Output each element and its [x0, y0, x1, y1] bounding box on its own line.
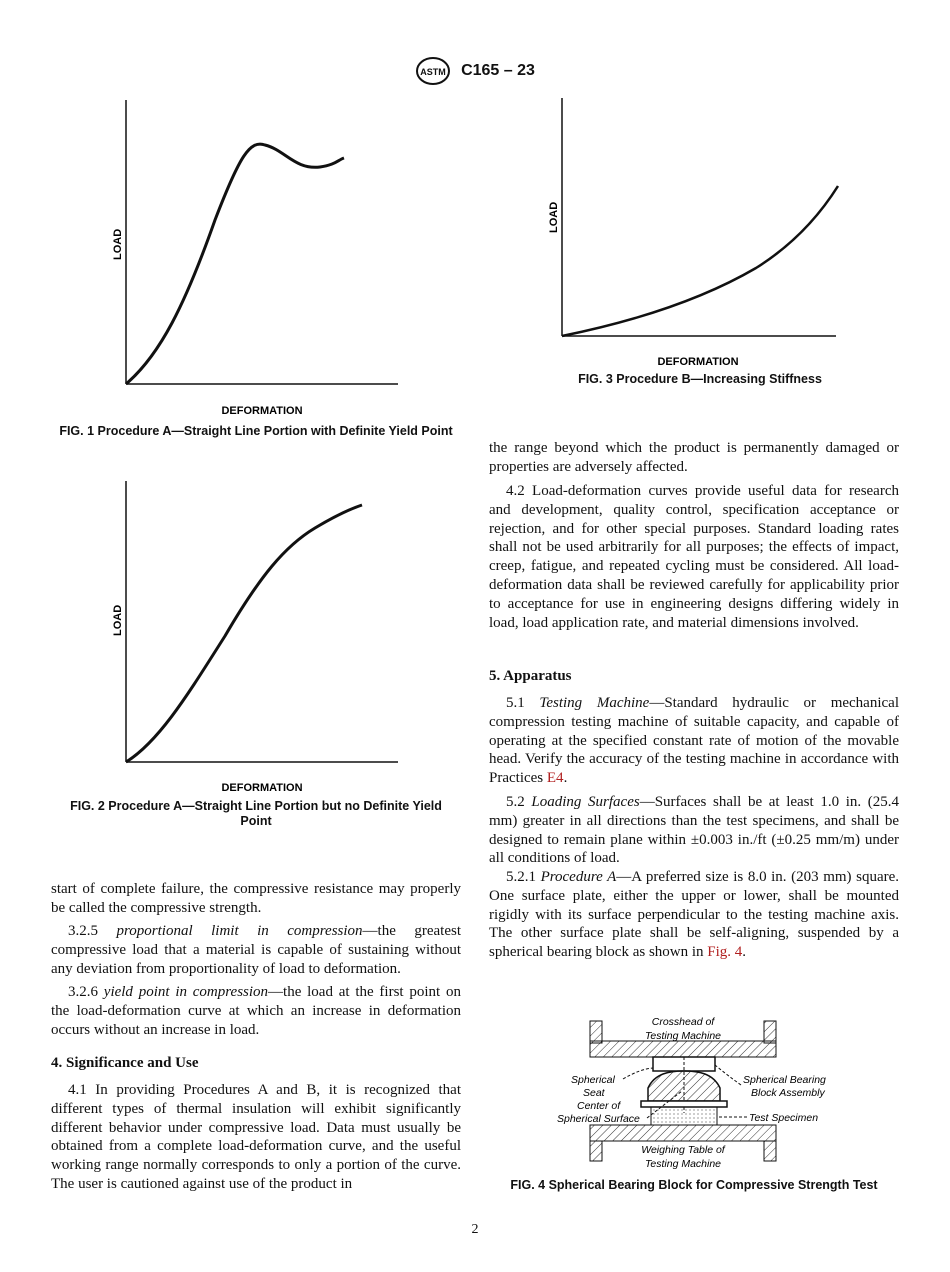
section-4-heading: 4. Significance and Use — [51, 1055, 199, 1071]
practice-e4-link[interactable]: E4 — [546, 770, 564, 787]
table-left-post — [590, 1141, 602, 1161]
paragraph-4-1: 4.1 In providing Procedures A and B, it is recognized that different types of thermal insulation will exhibit significantly different behavior under compressive load. Data must usually be obtained from a complete load-deformation curve, and the useful working range normally corresponds to only a portion of the curve. The user is cautioned against use of the product in — [51, 1082, 461, 1192]
crosshead-block — [590, 1041, 776, 1057]
paragraph-5-2-1 — [489, 868, 899, 962]
page-header — [0, 56, 950, 86]
label-bearing-2: Block Assembly — [751, 1087, 825, 1099]
p52-text: —Surfaces shall be at least 1.0 in. (25.4 mm) greater in all directions than the test specimens, and shall be designed to remain plane within ±0.003 in./ft (±0.25 mm/m) under all conditions of load. — [489, 794, 900, 867]
p326-term: yield point in compression — [103, 984, 269, 1000]
table-right-post — [764, 1141, 776, 1161]
p521-term: Procedure A — [540, 869, 617, 885]
p325-term: proportional limit in compression — [116, 923, 363, 939]
fig3-ylabel: LOAD — [548, 201, 560, 233]
fig1-curve — [126, 144, 344, 384]
label-seat-2: Seat — [583, 1087, 605, 1099]
crosshead-right-post — [764, 1021, 776, 1043]
fig3-caption: FIG. 3 Procedure B—Increasing Stiffness — [578, 372, 822, 386]
p325-number: 3.2.5 — [68, 923, 98, 939]
p521-text: —A preferred size is 8.0 in. (203 mm) square. One surface plate, either the upper or lower, shall be mounted rigidly with its surface perpendicular to the testing machine axis. The other surface plate shall be self-aligning, suspended by a spherical bearing block as shown in — [489, 869, 899, 961]
p325-text: —the greatest compressive load that a material is capable of sustaining without any deviation from proportionality of load to deformation. — [51, 923, 462, 977]
p51-end: . — [563, 770, 568, 787]
p51-number: 5.1 — [506, 695, 525, 711]
label-center-1: Center of — [577, 1100, 621, 1112]
fig3-xlabel: DEFORMATION — [657, 356, 739, 368]
fig1-ylabel: LOAD — [112, 228, 124, 260]
figure-1 — [100, 95, 420, 425]
label-bearing-1: Spherical Bearing — [743, 1074, 826, 1086]
test-specimen — [651, 1107, 717, 1125]
p52-number: 5.2 — [506, 794, 525, 810]
label-crosshead-1: Crosshead of — [651, 1016, 715, 1028]
figure-2 — [100, 476, 420, 796]
fig1-xlabel: DEFORMATION — [221, 405, 303, 417]
p52-term: Loading Surfaces — [531, 794, 640, 810]
paragraph-4-2: 4.2 Load-deformation curves provide useful data for research and development, quality control, specification acceptance or rejection, and for other special purposes. Standard loading rates shall not be used arbitrarily for all purposes; the effects of impact, creep, fatigue, and repeated cycling must be considered. All load-deformation data shall be reviewed carefully for applicability prior to acceptance for use in engineering designs differing widely in load, load application rate, and material dimensions involved. — [489, 483, 899, 631]
section-5-heading: 5. Apparatus — [489, 668, 572, 684]
fig3-curve — [562, 186, 838, 336]
p51-term: Testing Machine — [539, 695, 650, 711]
page-number: 2 — [471, 1222, 479, 1237]
fig2-ylabel: LOAD — [112, 604, 124, 636]
label-table-1: Weighing Table of — [641, 1144, 725, 1156]
fig2-curve — [126, 505, 362, 762]
label-seat-1: Spherical — [571, 1074, 615, 1086]
paragraph-5-2 — [489, 793, 899, 868]
label-table-2: Testing Machine — [644, 1158, 722, 1170]
p51-text: —Standard hydraulic or mechanical compression testing machine of suitable capacity, and capable of operating at the specified constant rate of motion of the movable head. Verify the accuracy of the testing machine in accordance with Practices — [489, 695, 899, 787]
paragraph-3-2-5 — [51, 922, 461, 978]
right-paragraph-continued: the range beyond which the product is permanently damaged or properties are adversely affected. — [489, 440, 899, 475]
leader-seat — [623, 1068, 653, 1079]
p521-end: . — [742, 944, 747, 961]
crosshead-left-post — [590, 1021, 602, 1043]
figure-3 — [536, 93, 856, 378]
spherical-block — [648, 1071, 720, 1101]
fig2-caption: FIG. 2 Procedure A—Straight Line Portion but no Definite Yield Point — [70, 799, 442, 828]
weighing-table — [590, 1125, 776, 1141]
astm-logo-icon — [415, 56, 451, 86]
leader-bearing — [715, 1065, 741, 1085]
logo-text: ASTM — [420, 67, 446, 77]
p521-number: 5.2.1 — [506, 869, 536, 885]
figure-4 — [545, 1013, 855, 1173]
label-center-2: Spherical Surface — [557, 1113, 640, 1125]
paragraph-5-1 — [489, 694, 899, 788]
fig2-xlabel: DEFORMATION — [221, 782, 303, 794]
fig1-caption: FIG. 1 Procedure A—Straight Line Portion with Definite Yield Point — [59, 424, 453, 438]
p326-text: —the load at the first point on the load-deformation curve at which an increase in deformation occurs without an increase in load. — [51, 984, 461, 1038]
fig4-link[interactable]: Fig. 4 — [707, 944, 743, 961]
label-crosshead-2: Testing Machine — [644, 1030, 722, 1042]
label-specimen: Test Specimen — [749, 1112, 819, 1124]
fig4-caption: FIG. 4 Spherical Bearing Block for Compressive Strength Test — [510, 1178, 878, 1192]
paragraph-3-2-6 — [51, 983, 461, 1039]
p326-number: 3.2.6 — [68, 984, 98, 1000]
left-paragraph-continued: start of complete failure, the compressive resistance may properly be called the compressive strength. — [51, 881, 461, 916]
standard-designation: C165 – 23 — [461, 62, 535, 79]
upper-platen — [641, 1101, 727, 1107]
